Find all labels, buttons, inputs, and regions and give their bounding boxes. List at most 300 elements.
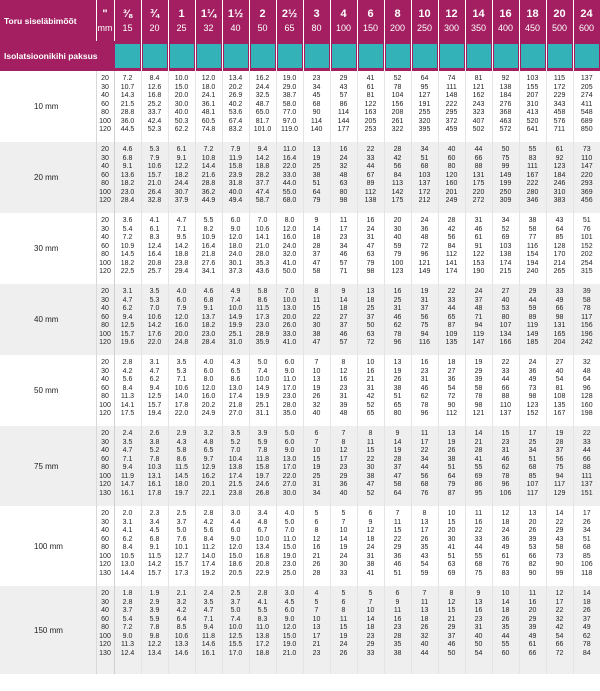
heat-loss-value: 94 [555, 472, 564, 480]
heat-loss-column [114, 71, 141, 142]
teal-bar [548, 44, 572, 68]
heat-loss-value: 3.1 [122, 288, 133, 295]
heat-loss-column [384, 586, 411, 674]
heat-loss-column [195, 586, 222, 674]
heat-loss-value: 7.4 [230, 296, 241, 304]
heat-loss-value: 110 [581, 154, 593, 162]
heat-loss-value: 196 [580, 330, 593, 338]
heat-loss-value: 6.0 [284, 438, 295, 446]
temperature-difference-value: 20 [101, 146, 109, 153]
heat-loss-value: 24 [420, 217, 429, 224]
heat-loss-value: 49 [582, 624, 591, 631]
heat-loss-column [114, 213, 141, 284]
heat-loss-value: 37 [555, 447, 564, 454]
heat-loss-value: 114 [310, 117, 323, 125]
heat-loss-value: 54 [555, 376, 564, 383]
heat-loss-value: 19.9 [255, 393, 270, 400]
heat-loss-column [357, 426, 384, 506]
heat-loss-value: 41 [366, 569, 375, 577]
heat-loss-value: 11.8 [255, 455, 270, 463]
temperature-difference-value: 130 [99, 569, 111, 577]
heat-loss-column [303, 213, 330, 284]
heat-loss-value: 17 [582, 510, 591, 517]
header-color-strip [222, 41, 249, 71]
heat-loss-value: 39 [528, 535, 537, 543]
heat-loss-value: 149 [499, 171, 512, 179]
heat-loss-value: 18.8 [255, 649, 270, 657]
heat-loss-value: 38 [393, 649, 402, 657]
heat-loss-value: 4.9 [230, 288, 241, 295]
heat-loss-value: 28.2 [255, 171, 270, 179]
temperature-difference-value: 100 [99, 552, 111, 560]
heat-loss-value: 10 [501, 590, 510, 597]
heat-loss-value: 6.2 [122, 305, 133, 312]
temperature-difference-value: 120 [99, 126, 111, 133]
temperature-difference-value: 20 [101, 75, 109, 82]
heat-loss-value: 81 [474, 75, 483, 82]
heat-loss-value: 35.0 [282, 410, 297, 417]
heat-loss-column [222, 355, 249, 426]
heat-loss-value: 142 [391, 188, 404, 196]
heat-loss-value: 46 [447, 641, 456, 648]
heat-loss-value: 8.3 [257, 615, 268, 623]
heat-loss-column [249, 213, 276, 284]
heat-loss-value: 172 [553, 83, 566, 91]
pipe-size-inch: 4 [340, 7, 347, 20]
insulation-thickness-label: 150 mm [0, 586, 96, 674]
heat-loss-value: 5.8 [176, 447, 187, 454]
heat-loss-value: 52 [393, 75, 402, 82]
heat-loss-value: 10.7 [120, 83, 135, 91]
heat-loss-value: 28 [474, 447, 483, 454]
heat-loss-value: 167 [553, 410, 566, 417]
heat-loss-value: 9.0 [122, 632, 133, 640]
heat-loss-value: 72 [447, 393, 456, 400]
heat-loss-value: 17 [555, 598, 564, 606]
insulation-thickness-heading: Isolatsioonikihi paksus [0, 41, 114, 71]
heat-loss-value: 32 [555, 615, 564, 623]
heat-loss-value: 572 [499, 126, 512, 133]
heat-loss-value: 17.4 [228, 472, 243, 480]
heat-loss-value: 73 [528, 384, 537, 392]
heat-loss-value: 29 [393, 544, 402, 551]
heat-loss-value: 170 [553, 251, 566, 258]
insulation-section-row [0, 71, 600, 142]
heat-loss-column [141, 213, 168, 284]
heat-loss-value: 8 [341, 607, 346, 614]
heat-loss-value: 28.0 [282, 401, 297, 409]
heat-loss-value: 39 [474, 376, 483, 383]
heat-loss-value: 107 [526, 481, 539, 488]
teal-bar [386, 44, 410, 68]
header-color-strip [438, 41, 465, 71]
heat-loss-value: 3.5 [203, 598, 214, 606]
heat-loss-value: 40.0 [228, 188, 243, 196]
heat-loss-column [195, 426, 222, 506]
heat-loss-column [141, 284, 168, 355]
heat-loss-value: 21.6 [201, 171, 216, 179]
heat-loss-value: 33 [366, 154, 375, 162]
heat-loss-value: 19 [312, 384, 321, 392]
heat-loss-value: 15.0 [282, 544, 297, 551]
heat-loss-value: 122 [364, 100, 377, 108]
insulation-thickness-label: 50 mm [0, 355, 96, 426]
heat-loss-value: 66 [474, 154, 483, 162]
heat-loss-value: 56 [420, 472, 429, 480]
heat-loss-value: 22 [474, 527, 483, 534]
pipe-size-mm: 600 [578, 22, 595, 33]
heat-loss-value: 119 [526, 322, 539, 329]
heat-loss-value: 160 [580, 401, 593, 409]
pipe-size-inch: ⅜ [122, 7, 133, 20]
heat-loss-value: 16.4 [201, 242, 216, 250]
heat-loss-value: 48 [420, 234, 429, 241]
heat-loss-value: 576 [553, 117, 566, 125]
heat-loss-value: 3.8 [149, 438, 160, 446]
heat-loss-value: 11.5 [147, 552, 162, 560]
heat-loss-value: 87 [447, 489, 456, 497]
pipe-size-inch: 8 [394, 7, 401, 20]
heat-loss-column [546, 71, 573, 142]
heat-loss-value: 16 [366, 217, 375, 224]
heat-loss-value: 5 [314, 598, 319, 606]
heat-loss-value: 2.5 [230, 590, 241, 597]
heat-loss-column [114, 142, 141, 213]
heat-loss-value: 89 [528, 313, 537, 321]
heat-loss-value: 30 [312, 322, 321, 329]
heat-loss-column [573, 426, 600, 506]
heat-loss-value: 21.8 [201, 251, 216, 258]
heat-loss-value: 52 [366, 401, 375, 409]
heat-loss-value: 50.0 [282, 268, 297, 275]
heat-loss-value: 242 [580, 339, 593, 346]
pipe-size-inch: 10 [418, 7, 431, 20]
heat-loss-value: 24 [501, 527, 510, 534]
heat-loss-value: 141 [445, 259, 458, 267]
heat-loss-value: 17 [420, 527, 429, 534]
heat-loss-value: 47 [366, 242, 375, 250]
temperature-difference-value: 80 [101, 180, 109, 187]
heat-loss-value: 255 [418, 109, 431, 116]
heat-loss-column [411, 71, 438, 142]
heat-loss-value: 111 [527, 163, 538, 170]
heat-loss-value: 49 [555, 296, 564, 304]
heat-loss-value: 48 [474, 305, 483, 312]
heat-loss-value: 163 [364, 109, 377, 116]
heat-loss-value: 47 [393, 472, 402, 480]
heat-loss-value: 4.8 [203, 438, 214, 446]
pipe-size-column-header [303, 0, 330, 41]
heat-loss-value: 15 [312, 305, 321, 312]
heat-loss-value: 95 [420, 83, 429, 91]
heat-loss-column [141, 142, 168, 213]
heat-loss-column [330, 213, 357, 284]
temperature-difference-value: 120 [99, 339, 111, 346]
heat-loss-value: 40 [447, 146, 456, 153]
heat-loss-value: 46 [393, 313, 402, 321]
heat-loss-column [276, 355, 303, 426]
heat-loss-column [222, 71, 249, 142]
heat-loss-value: 35 [501, 624, 510, 631]
heat-loss-value: 66 [501, 384, 510, 392]
heat-loss-value: 10.0 [174, 75, 189, 82]
heat-loss-value: 29 [555, 527, 564, 534]
heat-loss-value: 23.0 [282, 393, 297, 400]
temperature-difference-value: 30 [101, 367, 109, 375]
heat-loss-value: 7 [314, 359, 319, 366]
heat-loss-value: 29 [447, 624, 456, 631]
pipe-size-column-header [384, 0, 411, 41]
heat-loss-value: 88 [582, 464, 591, 471]
heat-loss-value: 13 [528, 510, 537, 517]
heat-loss-value: 40 [312, 410, 321, 417]
heat-loss-value: 309 [499, 197, 512, 204]
heat-loss-value: 40.0 [174, 109, 189, 116]
heat-loss-value: 4.2 [176, 607, 187, 614]
heat-loss-value: 459 [445, 126, 458, 133]
heat-loss-value: 63 [339, 180, 348, 187]
heat-loss-value: 103 [526, 75, 539, 82]
heat-loss-value: 8.0 [284, 217, 295, 224]
heat-loss-column [195, 142, 222, 213]
heat-loss-value: 40 [420, 641, 429, 648]
header-color-strip [357, 41, 384, 71]
heat-loss-column [573, 355, 600, 426]
heat-loss-value: 4.7 [122, 296, 133, 304]
heat-loss-value: 66 [528, 552, 537, 560]
heat-loss-value: 47 [312, 259, 321, 267]
heat-loss-value: 119.0 [281, 126, 298, 133]
heat-loss-value: 29.0 [282, 83, 297, 91]
heat-loss-value: 38 [312, 330, 321, 338]
heat-loss-value: 46 [393, 561, 402, 568]
heat-loss-value: 14.3 [120, 92, 135, 99]
heat-loss-value: 155 [526, 83, 539, 91]
heat-loss-value: 7 [314, 438, 319, 446]
heat-loss-value: 62.2 [174, 126, 189, 133]
heat-loss-value: 37.9 [174, 197, 189, 204]
heat-loss-column [330, 284, 357, 355]
heat-loss-value: 8 [422, 510, 427, 517]
heat-loss-value: 18.2 [174, 171, 189, 179]
heat-loss-value: 10.4 [228, 455, 243, 463]
heat-loss-value: 5.3 [176, 367, 187, 375]
heat-loss-value: 101 [580, 234, 593, 241]
heat-loss-value: 33 [555, 288, 564, 295]
heat-loss-value: 7.4 [230, 615, 241, 623]
heat-loss-value: 15 [312, 455, 321, 463]
heat-loss-value: 27.6 [201, 259, 216, 267]
heat-loss-value: 16 [528, 598, 537, 606]
heat-loss-value: 30.0 [282, 489, 297, 497]
heat-loss-value: 250 [499, 188, 512, 196]
heat-loss-value: 5.0 [257, 359, 268, 366]
heat-loss-value: 10.8 [201, 154, 216, 162]
heat-loss-value: 6.2 [149, 376, 160, 383]
heat-loss-value: 19.0 [282, 552, 297, 560]
heat-loss-column [519, 506, 546, 586]
header-color-strip [519, 41, 546, 71]
heat-loss-value: 85 [582, 552, 591, 560]
heat-loss-value: 36 [339, 481, 348, 488]
heat-loss-value: 53 [528, 544, 537, 551]
temperature-difference-column [96, 586, 114, 674]
heat-loss-value: 61 [528, 641, 537, 648]
heat-loss-value: 18 [420, 615, 429, 623]
heat-loss-value: 12 [312, 535, 321, 543]
heat-loss-value: 20 [447, 527, 456, 534]
heat-loss-value: 14.2 [174, 242, 189, 250]
heat-loss-value: 77 [528, 234, 537, 241]
heat-loss-value: 69 [447, 569, 456, 577]
pipe-size-column-header [249, 0, 276, 41]
heat-loss-value: 34 [420, 146, 429, 153]
heat-loss-value: 134 [499, 330, 512, 338]
heat-loss-value: 4.7 [122, 447, 133, 454]
heat-loss-value: 78 [420, 401, 429, 409]
heat-loss-value: 55.0 [282, 188, 297, 196]
pipe-size-inch: 24 [580, 7, 593, 20]
heat-loss-value: 74.8 [201, 126, 216, 133]
heat-loss-column [546, 142, 573, 213]
heat-loss-value: 28.4 [201, 339, 216, 346]
heat-loss-value: 10 [366, 359, 375, 366]
heat-loss-value: 198 [580, 410, 593, 417]
heat-loss-value: 79 [447, 481, 456, 488]
heat-loss-value: 20.0 [282, 313, 297, 321]
heat-loss-value: 7.1 [176, 376, 187, 383]
heat-loss-value: 11.3 [120, 393, 135, 400]
heat-loss-value: 26 [447, 447, 456, 454]
heat-loss-value: 60.5 [201, 117, 216, 125]
heat-loss-column [168, 506, 195, 586]
temperature-difference-value: 40 [101, 376, 109, 383]
heat-loss-value: 24 [339, 154, 348, 162]
heat-loss-value: 14 [312, 225, 321, 233]
insulation-section-row [0, 506, 600, 586]
heat-loss-value: 31 [501, 447, 510, 454]
heat-loss-value: 7.1 [203, 615, 214, 623]
pipe-size-column-header [519, 0, 546, 41]
heat-loss-value: 10 [366, 607, 375, 614]
header-color-strip [546, 41, 573, 71]
heat-loss-value: 7 [368, 598, 373, 606]
heat-loss-value: 12.5 [120, 322, 135, 329]
heat-loss-value: 6.2 [122, 535, 133, 543]
heat-loss-value: 55 [528, 146, 537, 153]
heat-loss-value: 19.7 [255, 472, 270, 480]
heat-loss-value: 31 [420, 376, 429, 383]
heat-loss-value: 6 [368, 510, 373, 517]
heat-loss-column [546, 586, 573, 674]
heat-loss-value: 6.0 [230, 217, 241, 224]
pipe-size-mm: 150 [362, 22, 379, 33]
header-color-strip [384, 41, 411, 71]
heat-loss-value: 7.1 [122, 455, 133, 463]
heat-loss-value: 6.0 [284, 359, 295, 366]
heat-loss-value: 48 [582, 367, 591, 375]
heat-loss-value: 13 [312, 376, 321, 383]
heat-loss-value: 33.0 [282, 330, 297, 338]
heat-loss-column [384, 213, 411, 284]
heat-loss-value: 13.8 [228, 464, 243, 471]
heat-loss-value: 57 [339, 259, 348, 267]
heat-loss-value: 7 [341, 518, 346, 526]
heat-loss-value: 7.6 [176, 535, 187, 543]
heat-loss-value: 43 [555, 535, 564, 543]
temperature-difference-value: 120 [99, 410, 111, 417]
heat-loss-value: 37 [474, 296, 483, 304]
heat-loss-value: 17.4 [228, 393, 243, 400]
mm-unit-label: mm [97, 22, 113, 33]
heat-loss-value: 36.0 [120, 117, 135, 125]
heat-loss-value: 5.4 [122, 615, 133, 623]
heat-loss-value: 13 [447, 430, 456, 437]
pipe-size-column-header [195, 0, 222, 41]
heat-loss-value: 76 [582, 225, 591, 233]
inch-unit-label: " [102, 7, 108, 20]
heat-loss-value: 254 [580, 259, 593, 267]
heat-loss-column [357, 71, 384, 142]
heat-loss-value: 123 [553, 163, 566, 170]
heat-loss-value: 103 [499, 242, 512, 250]
heat-loss-value: 37.3 [228, 268, 243, 275]
heat-loss-value: 30.0 [174, 100, 189, 108]
heat-loss-value: 29 [528, 615, 537, 623]
heat-loss-value: 7.9 [176, 305, 187, 312]
heat-loss-value: 34 [312, 489, 321, 497]
heat-loss-value: 12.0 [228, 544, 243, 551]
heat-loss-value: 185 [526, 339, 539, 346]
heat-loss-value: 151 [580, 489, 593, 497]
heat-loss-value: 64 [447, 472, 456, 480]
heat-loss-value: 29.4 [174, 268, 189, 275]
heat-loss-value: 5.0 [284, 430, 295, 437]
heat-loss-value: 16 [366, 367, 375, 375]
heat-loss-value: 35 [393, 641, 402, 648]
heat-loss-value: 36.1 [201, 100, 216, 108]
heat-loss-value: 25.1 [255, 401, 270, 409]
heat-loss-value: 88 [501, 393, 510, 400]
heat-loss-value: 16 [393, 288, 402, 295]
header-color-strip [114, 41, 141, 71]
heat-loss-value: 22.0 [282, 163, 297, 170]
heat-loss-value: 199 [499, 180, 512, 187]
heat-loss-value: 51 [393, 393, 402, 400]
heat-loss-value: 8 [368, 430, 373, 437]
heat-loss-value: 55 [474, 552, 483, 560]
pipe-size-mm: 32 [203, 22, 214, 33]
heat-loss-value: 4.1 [122, 527, 133, 534]
heat-loss-column [519, 586, 546, 674]
heat-loss-value: 16 [339, 146, 348, 153]
heat-loss-value: 1.8 [122, 590, 133, 597]
heat-loss-value: 711 [553, 126, 566, 133]
heat-loss-value: 23 [339, 384, 348, 392]
pipe-size-inch: 14 [472, 7, 485, 20]
temperature-difference-value: 80 [101, 251, 109, 258]
heat-loss-value: 56 [447, 234, 456, 241]
heat-loss-value: 10 [312, 615, 321, 623]
heat-loss-value: 16.8 [255, 552, 270, 560]
temperature-difference-value: 60 [101, 313, 109, 321]
heat-loss-value: 17.4 [201, 561, 216, 568]
insulation-thickness-header-row [0, 41, 600, 71]
heat-loss-value: 95 [474, 489, 483, 497]
pipe-size-column-header [330, 0, 357, 41]
temperature-difference-value: 30 [101, 225, 109, 233]
heat-loss-value: 34.1 [201, 268, 216, 275]
